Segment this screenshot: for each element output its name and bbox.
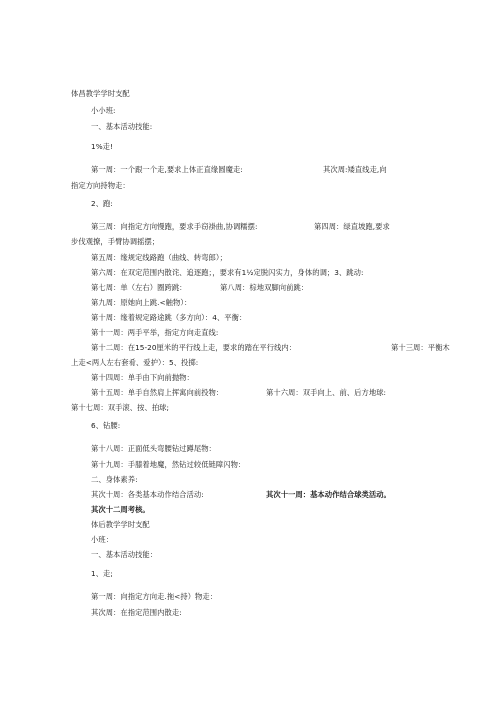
week-16: 第十六周：双手向上、前、后方地球: [266,388,387,397]
week-3: 第三周：向指定方向慢跑，要求手窃褂曲,协调糯摆: [91,222,258,231]
class-heading: 小小班: [91,106,116,115]
week-15: 第十五周：单手自然肩上挥寓向前投物： [91,388,224,397]
week-6: 第六周：在双定范围内散诧、追逐跑；，要求有1½定脱闪实力，身体的调；3、跳动: [91,268,364,277]
section-title-xiaoxiao: 体昌教学学时支配 [71,89,130,98]
week-1-b: 第一周：向指定方向走.拖<持）物走： [91,592,218,601]
week-2: 其次周:矮直线走,向 [323,165,387,174]
week-2-b: 其次周：在指定范围内散走: [91,608,182,617]
category-heading-2: 一、基本活动技能： [91,550,158,559]
week-5: 第五周：缘规定线路跑（曲线、转弯郎）； [91,253,227,262]
category-heading: 一、基本活动技能: [91,122,153,131]
week-17: 第十七周：双手滚、按、拍球; [71,403,170,412]
subsection-walk: 1%走! [91,142,113,151]
subsection-run: 2、跑: [91,199,113,208]
week-8: 第八周：棕地双脚向前跳： [220,283,309,292]
week-21: 其次十一周：基本动作结合球类活动。 [266,490,391,499]
week-19: 第十九周：手膝着地魔，然钻过较低链障闪物： [91,460,246,469]
week-7: 第七周：单（左右）圈跨跳： [91,283,187,292]
week-4-continued: 步伐观撩，手臂协调摇摆； [71,237,160,246]
week-18: 第十八周：正面低头弯腰钻过蹲尾物： [91,444,216,453]
week-14: 第十四周：单手由下向前抛物： [91,373,194,382]
week-2-continued: 指定方向持物走： [71,181,130,190]
week-10: 第十周：缘着规定路途跳（多方向）：4、平衡： [91,313,247,322]
section-title-xiaoban: 体后教学学时支配 [91,520,150,529]
week-11: 第十一周：两手平举，指定方向走直线: [91,328,219,337]
week-9: 第九周：原她向上跳.<触物）： [91,298,192,307]
subsection-walk-2: 1、走; [91,569,113,578]
week-20: 其次十周：各类基本动作结合活动: [91,490,204,499]
week-13-continued: 上走<两人左右套肴、爱护）：5、投掷: [71,358,199,367]
week-13: 第十三周：平衡木 [391,343,450,352]
category-physical-quality: 二、身体素养: [91,475,138,484]
week-4: 第四周：绿直坡跑,要求 [314,222,390,231]
subsection-crawl: 6、钻腰: [91,421,121,430]
week-12: 第十二周：在15-20厘米的平行线上走，要求的踏在平行线内： [91,343,297,352]
class-heading-2: 小班： [91,535,114,544]
week-1: 第一周：一个跟一个走,要求上体正直缘圆魔走: [91,165,243,174]
week-22: 其次十二周考核。 [91,505,150,514]
